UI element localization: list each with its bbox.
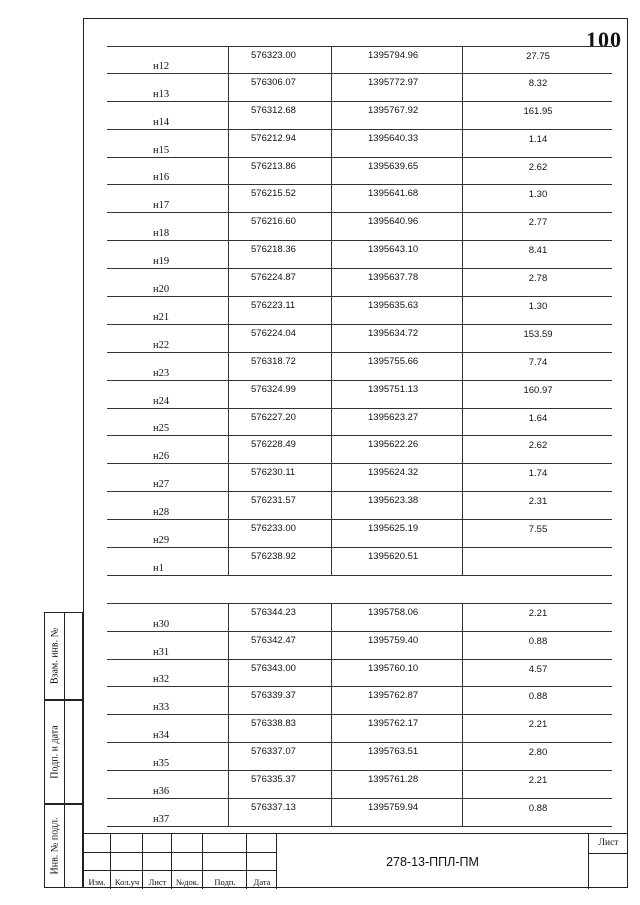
distance: 153.59: [523, 328, 553, 340]
table-row: [107, 576, 612, 604]
page-number: 100: [586, 27, 622, 52]
point-name: н1: [153, 562, 164, 574]
coord-x: 576213.86: [251, 160, 296, 172]
point-name-cell: [107, 241, 228, 268]
distance: 1.64: [528, 412, 548, 424]
distance-cell: [462, 130, 613, 157]
stamp-vzam-inv: [44, 612, 83, 700]
coord-x: 576335.37: [251, 774, 296, 786]
distance: 0.88: [528, 803, 548, 815]
coord-y-cell: [331, 548, 463, 575]
table-row: [107, 687, 612, 715]
table-row: [107, 771, 612, 799]
point-name-cell: [107, 799, 228, 826]
coord-x-cell: [228, 604, 332, 631]
table-row: [107, 353, 612, 381]
coord-x-cell: [228, 158, 332, 185]
table-row: [107, 604, 612, 632]
distance-cell: [462, 492, 613, 519]
distance: 2.78: [528, 273, 548, 285]
table-row: [107, 381, 612, 409]
distance-cell: [462, 269, 613, 296]
coord-y-cell: [331, 743, 463, 770]
table-row: [107, 241, 612, 269]
coord-y: 1395759.40: [368, 634, 419, 646]
coord-x: 576218.36: [251, 244, 296, 256]
coord-x: 576233.00: [251, 523, 296, 535]
coord-y: 1395794.96: [368, 50, 419, 61]
coord-y: 1395625.19: [368, 523, 419, 535]
distance-cell: [462, 799, 613, 826]
point-name-cell: [107, 687, 228, 714]
revision-grid: [83, 834, 277, 889]
distance-cell: [462, 604, 613, 631]
header-ndok: №док.: [176, 877, 199, 887]
coord-y: 1395772.97: [368, 76, 419, 88]
coord-y: 1395763.51: [368, 746, 419, 758]
table-row: [107, 715, 612, 743]
coord-y: 1395641.68: [368, 188, 419, 200]
coord-y-cell: [331, 158, 463, 185]
point-name: н32: [153, 674, 170, 686]
point-name-cell: [107, 158, 228, 185]
coord-y: 1395767.92: [368, 104, 419, 116]
coord-y-cell: [331, 464, 463, 491]
point-name-cell: [107, 436, 228, 463]
coord-y-cell: [331, 604, 463, 631]
coord-x: 576306.07: [251, 76, 296, 88]
point-name-cell: [107, 492, 228, 519]
distance: 1.30: [528, 301, 548, 313]
coord-y-cell: [331, 213, 463, 240]
coord-y-cell: [331, 353, 463, 380]
coord-y-cell: [331, 325, 463, 352]
coord-x-cell: [228, 799, 332, 826]
point-name-cell: [107, 74, 228, 101]
point-name: н24: [153, 395, 170, 407]
coord-x: 576216.60: [251, 216, 296, 228]
coord-y: 1395758.06: [368, 606, 419, 618]
point-name-cell: [107, 102, 228, 129]
point-name-cell: [107, 548, 228, 575]
coord-x: 576223.11: [251, 300, 296, 312]
coord-x-cell: [228, 269, 332, 296]
coord-y-cell: [331, 492, 463, 519]
coord-x-cell: [228, 297, 332, 324]
distance-cell: [462, 576, 612, 603]
distance-cell: [462, 632, 613, 659]
point-name: н14: [153, 116, 170, 128]
distance-cell: [462, 158, 613, 185]
coord-x-cell: [228, 74, 332, 101]
table-row: [107, 158, 612, 186]
coord-y: 1395762.17: [368, 718, 419, 730]
header-kol-uch: Кол.уч: [114, 877, 140, 887]
distance: 1.74: [528, 468, 548, 480]
distance: 2.21: [528, 607, 548, 619]
coord-x-cell: [228, 743, 332, 770]
coord-x: 576338.83: [251, 718, 296, 730]
coord-y: 1395643.10: [368, 244, 419, 256]
coord-x: 576231.57: [251, 495, 296, 507]
document-code: 278-13-ППЛ-ПМ: [386, 855, 479, 869]
coord-x: 576227.20: [251, 411, 296, 423]
distance: 2.62: [528, 440, 548, 452]
point-name-cell: [107, 213, 228, 240]
distance: 2.21: [528, 775, 548, 787]
coord-x-cell: [228, 632, 332, 659]
point-name: н29: [153, 535, 170, 547]
coord-y-cell: [331, 771, 463, 798]
coord-y-cell: [331, 715, 463, 742]
coord-x-cell: [228, 464, 332, 491]
table-row: [107, 548, 612, 576]
coord-y: 1395761.28: [368, 774, 419, 786]
point-name-cell: [107, 771, 228, 798]
coord-x-cell: [228, 102, 332, 129]
table-row: [107, 102, 612, 130]
distance: 0.88: [528, 691, 548, 703]
point-name: н31: [153, 646, 170, 658]
distance-cell: [462, 687, 613, 714]
stamp-inv-podl: [44, 804, 83, 888]
coordinates-table: [107, 46, 612, 827]
table-row: [107, 297, 612, 325]
point-name: н26: [153, 451, 170, 463]
coord-x: 576337.13: [251, 802, 296, 814]
coord-x: 576224.04: [251, 327, 296, 339]
table-row: [107, 520, 612, 548]
distance: 8.32: [528, 77, 548, 89]
coord-y: 1395623.27: [368, 411, 419, 423]
distance-cell: [462, 660, 613, 687]
header-list: Лист: [148, 877, 167, 887]
table-row: [107, 325, 612, 353]
distance-cell: [462, 381, 613, 408]
coord-y-cell: [331, 409, 463, 436]
coord-x: 576323.00: [251, 50, 296, 61]
distance: 161.95: [523, 105, 553, 117]
table-row: [107, 492, 612, 520]
point-name-cell: [107, 632, 228, 659]
coord-y-cell: [331, 660, 463, 687]
point-name-cell: [107, 185, 228, 212]
point-name: н25: [153, 423, 170, 435]
table-row: [107, 464, 612, 492]
coord-x: 576318.72: [251, 355, 296, 367]
point-name: н21: [153, 311, 170, 323]
point-name: н23: [153, 367, 170, 379]
coord-y-cell: [331, 632, 463, 659]
point-name-cell: [107, 297, 228, 324]
stamp-inv-label: Инв. № подл.: [49, 817, 60, 875]
coord-x: 576228.49: [251, 439, 296, 451]
table-row: [107, 269, 612, 297]
point-name: н12: [153, 60, 170, 72]
table-row: [107, 743, 612, 771]
table-row: [107, 632, 612, 660]
point-name-cell: [107, 47, 228, 73]
table-row: [107, 74, 612, 102]
table-row: [107, 436, 612, 464]
distance-cell: [462, 520, 613, 547]
coord-y-cell: [331, 297, 463, 324]
coord-x-cell: [228, 241, 332, 268]
point-name: н27: [153, 479, 170, 491]
coord-y: 1395760.10: [368, 662, 419, 674]
sheet-cell: [589, 834, 628, 889]
stamp-podp-label: Подп. и дата: [49, 725, 60, 779]
document-code-cell: [277, 834, 589, 889]
distance-cell: [462, 743, 613, 770]
coord-y: 1395635.63: [368, 300, 419, 312]
coord-y: 1395759.94: [368, 802, 419, 814]
header-izm: Изм.: [88, 877, 106, 887]
stamp-podp-data: [44, 700, 83, 804]
sheet-label: Лист: [589, 834, 628, 854]
table-row: [107, 46, 612, 74]
distance: 2.62: [528, 161, 548, 173]
table-row: [107, 130, 612, 158]
coord-x: 576344.23: [251, 606, 296, 618]
header-data: Дата: [253, 877, 271, 887]
coord-y: 1395623.38: [368, 495, 419, 507]
title-block: [83, 833, 628, 888]
coord-x-cell: [228, 687, 332, 714]
coord-y: 1395751.13: [368, 383, 419, 395]
point-name-cell: [107, 715, 228, 742]
distance: 2.80: [528, 747, 548, 759]
coord-y-cell: [331, 381, 463, 408]
point-name-cell: [107, 409, 228, 436]
coord-y: 1395762.87: [368, 690, 419, 702]
table-row: [107, 660, 612, 688]
coord-y: 1395624.32: [368, 467, 419, 479]
distance-cell: [462, 715, 613, 742]
coord-y-cell: [331, 520, 463, 547]
point-name: н37: [153, 813, 170, 825]
coord-x-cell: [228, 548, 332, 575]
coord-x-cell: [228, 130, 332, 157]
distance-cell: [462, 771, 613, 798]
distance: 7.55: [528, 524, 548, 536]
coord-y: 1395637.78: [368, 272, 419, 284]
point-name: н28: [153, 507, 170, 519]
coord-x-cell: [228, 576, 331, 603]
table-row: [107, 213, 612, 241]
distance: 8.41: [528, 245, 548, 257]
coord-x-cell: [228, 381, 332, 408]
coord-x: 576224.87: [251, 272, 296, 284]
coord-x: 576230.11: [251, 467, 296, 479]
coord-y-cell: [331, 74, 463, 101]
coord-y-cell: [331, 102, 463, 129]
distance-cell: [462, 325, 613, 352]
coord-x-cell: [228, 213, 332, 240]
point-name-cell: [107, 269, 228, 296]
coord-y-cell: [331, 130, 463, 157]
coord-y-cell: [331, 47, 463, 73]
coord-y: 1395640.96: [368, 216, 419, 228]
distance-cell: [462, 185, 613, 212]
point-name-cell: [107, 520, 228, 547]
coord-x-cell: [228, 660, 332, 687]
point-name: н35: [153, 758, 170, 770]
coord-x-cell: [228, 520, 332, 547]
point-name-cell: [107, 464, 228, 491]
point-name: н18: [153, 228, 170, 240]
coord-x: 576238.92: [251, 551, 296, 563]
coord-y-cell: [331, 436, 463, 463]
coord-x: 576324.99: [251, 383, 296, 395]
point-name: н30: [153, 618, 170, 630]
distance-cell: [462, 47, 613, 73]
point-name: н20: [153, 284, 170, 296]
coord-x: 576342.47: [251, 634, 296, 646]
point-name: н16: [153, 172, 170, 184]
point-name-cell: [107, 353, 228, 380]
coord-x-cell: [228, 436, 332, 463]
point-name: н13: [153, 88, 170, 100]
distance: 2.21: [528, 719, 548, 731]
coord-x: 576339.37: [251, 690, 296, 702]
table-row: [107, 799, 612, 827]
point-name-cell: [107, 130, 228, 157]
distance: 160.97: [523, 384, 553, 396]
distance-cell: [462, 548, 613, 575]
point-name-cell: [107, 660, 228, 687]
coord-x: 576337.07: [251, 746, 296, 758]
distance-cell: [462, 436, 613, 463]
coord-x-cell: [228, 325, 332, 352]
coord-y-cell: [331, 185, 463, 212]
distance-cell: [462, 74, 613, 101]
coord-y: 1395755.66: [368, 355, 419, 367]
distance-cell: [462, 213, 613, 240]
coord-y: 1395634.72: [368, 327, 419, 339]
distance: 7.74: [528, 356, 548, 368]
coord-x-cell: [228, 492, 332, 519]
coord-x: 576212.94: [251, 132, 296, 144]
point-name: н19: [153, 256, 170, 268]
point-name: н34: [153, 730, 170, 742]
coord-x-cell: [228, 409, 332, 436]
point-name: н33: [153, 702, 170, 714]
distance: 1.30: [528, 189, 548, 201]
stamp-vzam-label: Взам. инв. №: [49, 627, 60, 685]
point-name: н22: [153, 339, 170, 351]
coord-x-cell: [228, 353, 332, 380]
point-name-cell: [107, 743, 228, 770]
point-name: н36: [153, 786, 170, 798]
coord-y: 1395640.33: [368, 132, 419, 144]
point-name-cell: [107, 325, 228, 352]
coord-y: 1395639.65: [368, 160, 419, 172]
coord-y-cell: [331, 241, 463, 268]
coord-y: 1395622.26: [368, 439, 419, 451]
distance-cell: [462, 409, 613, 436]
coord-y-cell: [331, 269, 463, 296]
distance: 2.77: [528, 217, 548, 229]
distance: 4.57: [528, 663, 548, 675]
distance-cell: [462, 464, 613, 491]
point-name: н15: [153, 144, 170, 156]
distance-cell: [462, 297, 613, 324]
table-row: [107, 409, 612, 437]
coord-y-cell: [331, 576, 462, 603]
distance-cell: [462, 353, 613, 380]
coord-x-cell: [228, 715, 332, 742]
coord-x-cell: [228, 185, 332, 212]
coord-y: 1395620.51: [368, 551, 419, 563]
point-name: н17: [153, 200, 170, 212]
coord-y-cell: [331, 799, 463, 826]
coord-x: 576343.00: [251, 662, 296, 674]
distance: 2.31: [528, 496, 548, 508]
point-name-cell: [107, 381, 228, 408]
header-podp: Подп.: [214, 877, 236, 887]
distance-cell: [462, 241, 613, 268]
distance: 0.88: [528, 635, 548, 647]
distance-cell: [462, 102, 613, 129]
coord-x-cell: [228, 47, 332, 73]
coord-x: 576312.68: [251, 104, 296, 116]
point-name-cell: [107, 604, 228, 631]
coord-y-cell: [331, 687, 463, 714]
distance: 27.75: [526, 51, 550, 62]
distance: 1.14: [528, 133, 548, 145]
coord-x: 576215.52: [251, 188, 296, 200]
coord-x-cell: [228, 771, 332, 798]
point-name-cell: [107, 576, 228, 603]
table-row: [107, 185, 612, 213]
